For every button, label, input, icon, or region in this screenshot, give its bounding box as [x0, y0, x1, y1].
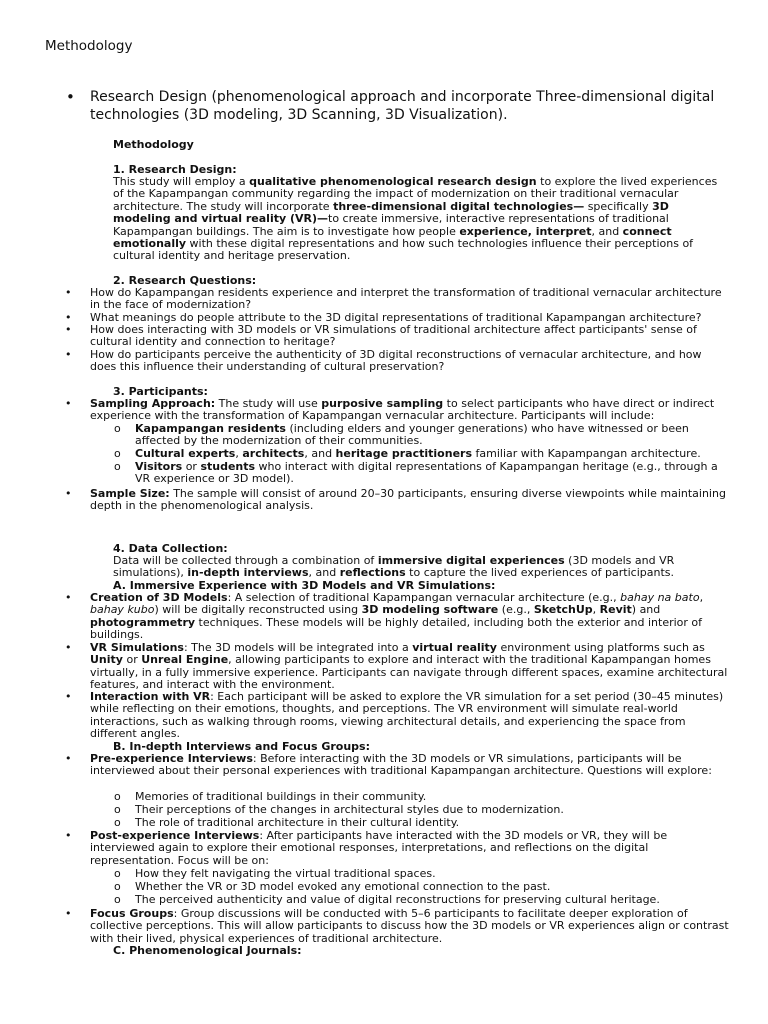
subheading-b: B. In-depth Interviews and Focus Groups: [113, 740, 370, 753]
research-question: • How do participants perceive the authenticity of 3D digital reconstructions of vernacular architecture, and how does this influence their understanding of cultural preservation? [90, 349, 730, 374]
research-question: • What meanings do people attribute to the 3D digital representations of traditional Kapampangan architecture? [90, 312, 730, 324]
research-question: • How does interacting with 3D models or VR simulations of traditional architecture affect participants' sense of cultural identity and connection to heritage? [90, 324, 730, 349]
interview-topic: o The perceived authenticity and value of digital reconstructions for preserving cultural heritage. [135, 894, 725, 906]
interview-topic: o How they felt navigating the virtual traditional spaces. [135, 868, 725, 880]
pre-experience-interviews: • Pre-experience Interviews: Before interacting with the 3D models or VR simulations, participants will be interviewed about their personal experiences with traditional Kapampangan architecture. Questions will explore: [90, 753, 730, 778]
vr-simulations: • VR Simulations: The 3D models will be integrated into a virtual reality environment using platforms such as Unity or Unreal Engine, allowing participants to explore and interact with the traditional Kapampangan homes virtually, in a fully immersive experience. Participants can navigate through different spaces, examine architectural features, and interact with the environment. [90, 642, 730, 692]
interview-topic: o Their perceptions of the changes in architectural styles due to modernization. [135, 804, 725, 816]
interview-topic: o Whether the VR or 3D model evoked any emotional connection to the past. [135, 881, 725, 893]
research-question: • How do Kapampangan residents experience and interpret the transformation of traditional vernacular architecture in the face of modernization? [90, 287, 730, 312]
page-title: Methodology [45, 38, 133, 54]
section-2-heading: 2. Research Questions: [113, 274, 257, 287]
interview-topic: o Memories of traditional buildings in their community. [135, 791, 725, 803]
participant-group: o Cultural experts, architects, and heritage practitioners familiar with Kapampangan architecture. [135, 448, 725, 460]
creation-of-3d-models: • Creation of 3D Models: A selection of traditional Kapampangan vernacular architecture (e.g., bahay na bato, bahay kubo) will be digitally reconstructed using 3D modeling software (e.g., SketchUp, Revit) and photogrammetry techniques. These models will be highly detailed, including both the exterior and interior of buildings. [90, 592, 730, 642]
data-collection-intro: Data will be collected through a combination of immersive digital experiences (3D models and VR simulations), in-depth interviews, and reflections to capture the lived experiences of participants. [113, 554, 675, 580]
interview-topic: o The role of traditional architecture in their cultural identity. [135, 817, 725, 829]
bullet-icon: • [66, 88, 75, 106]
participant-group: o Kapampangan residents (including elders and younger generations) who have witnessed or been affected by the modernization of their communities. [135, 423, 725, 448]
interaction-with-vr: • Interaction with VR: Each participant will be asked to explore the VR simulation for a set period (30–45 minutes) while reflecting on their emotions, thoughts, and perceptions. The VR environment will simulate real-world interactions, such as walking through rooms, viewing architectural details, and experiencing the space from different angles. [90, 691, 730, 741]
doc-heading: Methodology [113, 138, 194, 151]
section-1-heading: 1. Research Design: [113, 163, 237, 176]
post-experience-interviews: • Post-experience Interviews: After participants have interacted with the 3D models or VR, they will be interviewed again to explore their emotional responses, interpretations, and reflections on the digital representation. Focus will be on: [90, 830, 730, 867]
subheading-a: A. Immersive Experience with 3D Models and VR Simulations: [113, 579, 496, 592]
section-3-heading: 3. Participants: [113, 385, 208, 398]
research-design-bullet: Research Design (phenomenological approach and incorporate Three-dimensional digital technologies (3D modeling, 3D Scanning, 3D Visualization). [90, 89, 715, 123]
participant-group: o Visitors or students who interact with digital representations of Kapampangan heritage (e.g., through a VR experience or 3D model). [135, 461, 725, 486]
section-1-paragraph: This study will employ a qualitative phenomenological research design to explore the lived experiences of the Kapampangan community regarding the impact of modernization on their traditional vernacular architecture. The study will incorporate three-dimensional digital technologies— specifically 3D modeling and virtual reality (VR)—to create immersive, interactive representations of traditional Kapampangan buildings. The aim is to investigate how people experience, interpret, and connect emotionally with these digital representations and how such technologies influence their perceptions of cultural identity and heritage preservation. [113, 175, 718, 263]
section-4-heading: 4. Data Collection: [113, 542, 228, 555]
sample-size: • Sample Size: The sample will consist of around 20–30 participants, ensuring diverse viewpoints while maintaining depth in the phenomenological analysis. [90, 488, 730, 513]
sampling-approach: • Sampling Approach: The study will use purposive sampling to select participants who have direct or indirect experience with the transformation of Kapampangan vernacular architecture. Participants will include: [90, 398, 730, 423]
focus-groups: • Focus Groups: Group discussions will be conducted with 5–6 participants to facilitate deeper exploration of collective perceptions. This will allow participants to discuss how the 3D models or VR experiences align or contrast with their lived, physical experiences of traditional architecture. [90, 908, 730, 945]
subheading-c: C. Phenomenological Journals: [113, 944, 302, 957]
